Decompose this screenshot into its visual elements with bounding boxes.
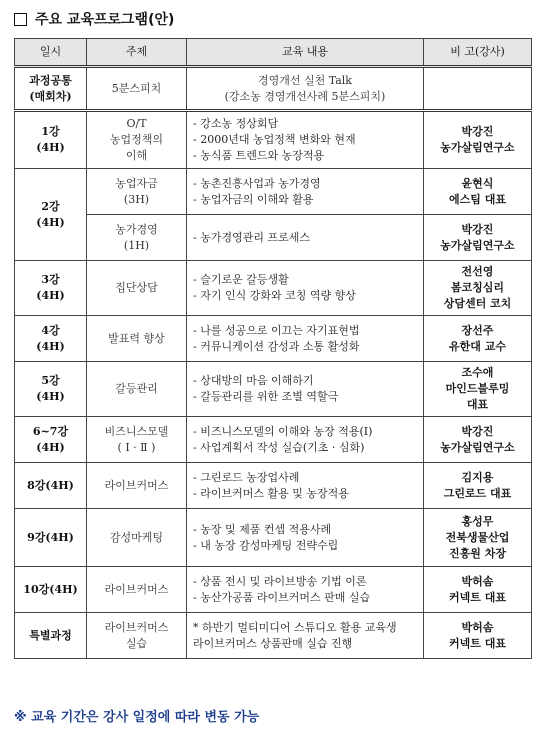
table-row <box>15 316 532 362</box>
cell-session: 과정공통 (매회차) <box>15 67 87 111</box>
table-row <box>15 67 532 111</box>
table-row <box>15 463 532 509</box>
cell-lecturer: 박허솜 커넥트 대표 <box>424 567 532 613</box>
cell-topic: 감성마케팅 <box>87 509 187 567</box>
page-title <box>14 8 174 30</box>
table-row <box>15 613 532 659</box>
cell-content: - 강소농 정상회담 - 2000년대 농업정책 변화와 현재 - 농식품 트렌드와 농장적용 <box>187 111 424 169</box>
checkbox-square-icon <box>14 13 27 26</box>
cell-lecturer: 윤현식 에스팀 대표 <box>424 169 532 215</box>
cell-content: - 슬기로운 갈등생활 - 자기 인식 강화와 코칭 역량 향상 <box>187 261 424 316</box>
cell-content: - 농장 및 제품 컨셉 적용사례 - 내 농장 감성마케팅 전략수립 <box>187 509 424 567</box>
cell-topic: 라이브커머스 <box>87 463 187 509</box>
header-lecturer: 비 고(강사) <box>424 39 532 67</box>
cell-lecturer: 전선영 봄코칭심리 상담센터 코치 <box>424 261 532 316</box>
cell-session: 8강(4H) <box>15 463 87 509</box>
cell-lecturer: 홍성무 전북생물산업 진흥원 차장 <box>424 509 532 567</box>
header-session: 일시 <box>15 39 87 67</box>
table-row <box>15 261 532 316</box>
header-topic: 주제 <box>87 39 187 67</box>
cell-content: - 농가경영관리 프로세스 <box>187 215 424 261</box>
cell-content: - 상품 전시 및 라이브방송 기법 이론 - 농산가공품 라이브커머스 판매 실습 <box>187 567 424 613</box>
cell-topic: 갈등관리 <box>87 362 187 417</box>
cell-topic: 5분스피치 <box>87 67 187 111</box>
cell-topic: 집단상담 <box>87 261 187 316</box>
cell-topic: 비즈니스모델 ( Ⅰ · Ⅱ ) <box>87 417 187 463</box>
cell-lecturer: 박허솜 커넥트 대표 <box>424 613 532 659</box>
cell-lecturer <box>424 67 532 111</box>
cell-lecturer: 박강진 농가살림연구소 <box>424 215 532 261</box>
cell-content: - 농촌진흥사업과 농가경영 - 농업자금의 이해와 활용 <box>187 169 424 215</box>
table-row <box>15 509 532 567</box>
cell-content: 경영개선 실천 Talk (강소농 경영개선사례 5분스피치) <box>187 67 424 111</box>
table-row <box>15 215 532 261</box>
table-header-row <box>15 39 532 67</box>
cell-content: - 나를 성공으로 이끄는 자기표현법 - 커뮤니케이션 감성과 소통 활성화 <box>187 316 424 362</box>
cell-content: - 그린로드 농장업사례 - 라이브커머스 활용 및 농장적용 <box>187 463 424 509</box>
table-row <box>15 417 532 463</box>
cell-lecturer: 박강진 농가살림연구소 <box>424 417 532 463</box>
cell-topic: 농가경영 (1H) <box>87 215 187 261</box>
cell-session: 2강 (4H) <box>15 169 87 261</box>
cell-session: 3강 (4H) <box>15 261 87 316</box>
table-row <box>15 169 532 215</box>
header-content: 교육 내용 <box>187 39 424 67</box>
cell-lecturer: 장선주 유한대 교수 <box>424 316 532 362</box>
program-table <box>14 38 532 659</box>
table-row <box>15 567 532 613</box>
schedule-note: ※ 교육 기간은 강사 일정에 따라 변동 가능 <box>14 710 260 725</box>
cell-content: * 하반기 멀티미디어 스튜디오 활용 교육생 라이브커머스 상품판매 실습 진행 <box>187 613 424 659</box>
cell-lecturer: 박강진 농가살림연구소 <box>424 111 532 169</box>
table-row <box>15 111 532 169</box>
cell-topic: 라이브커머스 실습 <box>87 613 187 659</box>
cell-session: 10강(4H) <box>15 567 87 613</box>
cell-content: - 상대방의 마음 이해하기 - 갈등관리를 위한 조별 역할극 <box>187 362 424 417</box>
cell-topic: O/T 농업정책의 이해 <box>87 111 187 169</box>
page-title-text: 주요 교육프로그램(안) <box>35 12 175 28</box>
cell-session: 9강(4H) <box>15 509 87 567</box>
cell-session: 4강 (4H) <box>15 316 87 362</box>
cell-topic: 농업자금 (3H) <box>87 169 187 215</box>
cell-session: 특별과정 <box>15 613 87 659</box>
cell-lecturer: 조수애 마인드블루밍 대표 <box>424 362 532 417</box>
cell-session: 1강 (4H) <box>15 111 87 169</box>
cell-session: 5강 (4H) <box>15 362 87 417</box>
cell-topic: 발표력 향상 <box>87 316 187 362</box>
cell-lecturer: 김지용 그린로드 대표 <box>424 463 532 509</box>
cell-content: - 비즈니스모델의 이해와 농장 적용(Ⅰ) - 사업계획서 작성 실습(기초 · 심화) <box>187 417 424 463</box>
cell-topic: 라이브커머스 <box>87 567 187 613</box>
cell-session: 6~7강 (4H) <box>15 417 87 463</box>
table-row <box>15 362 532 417</box>
